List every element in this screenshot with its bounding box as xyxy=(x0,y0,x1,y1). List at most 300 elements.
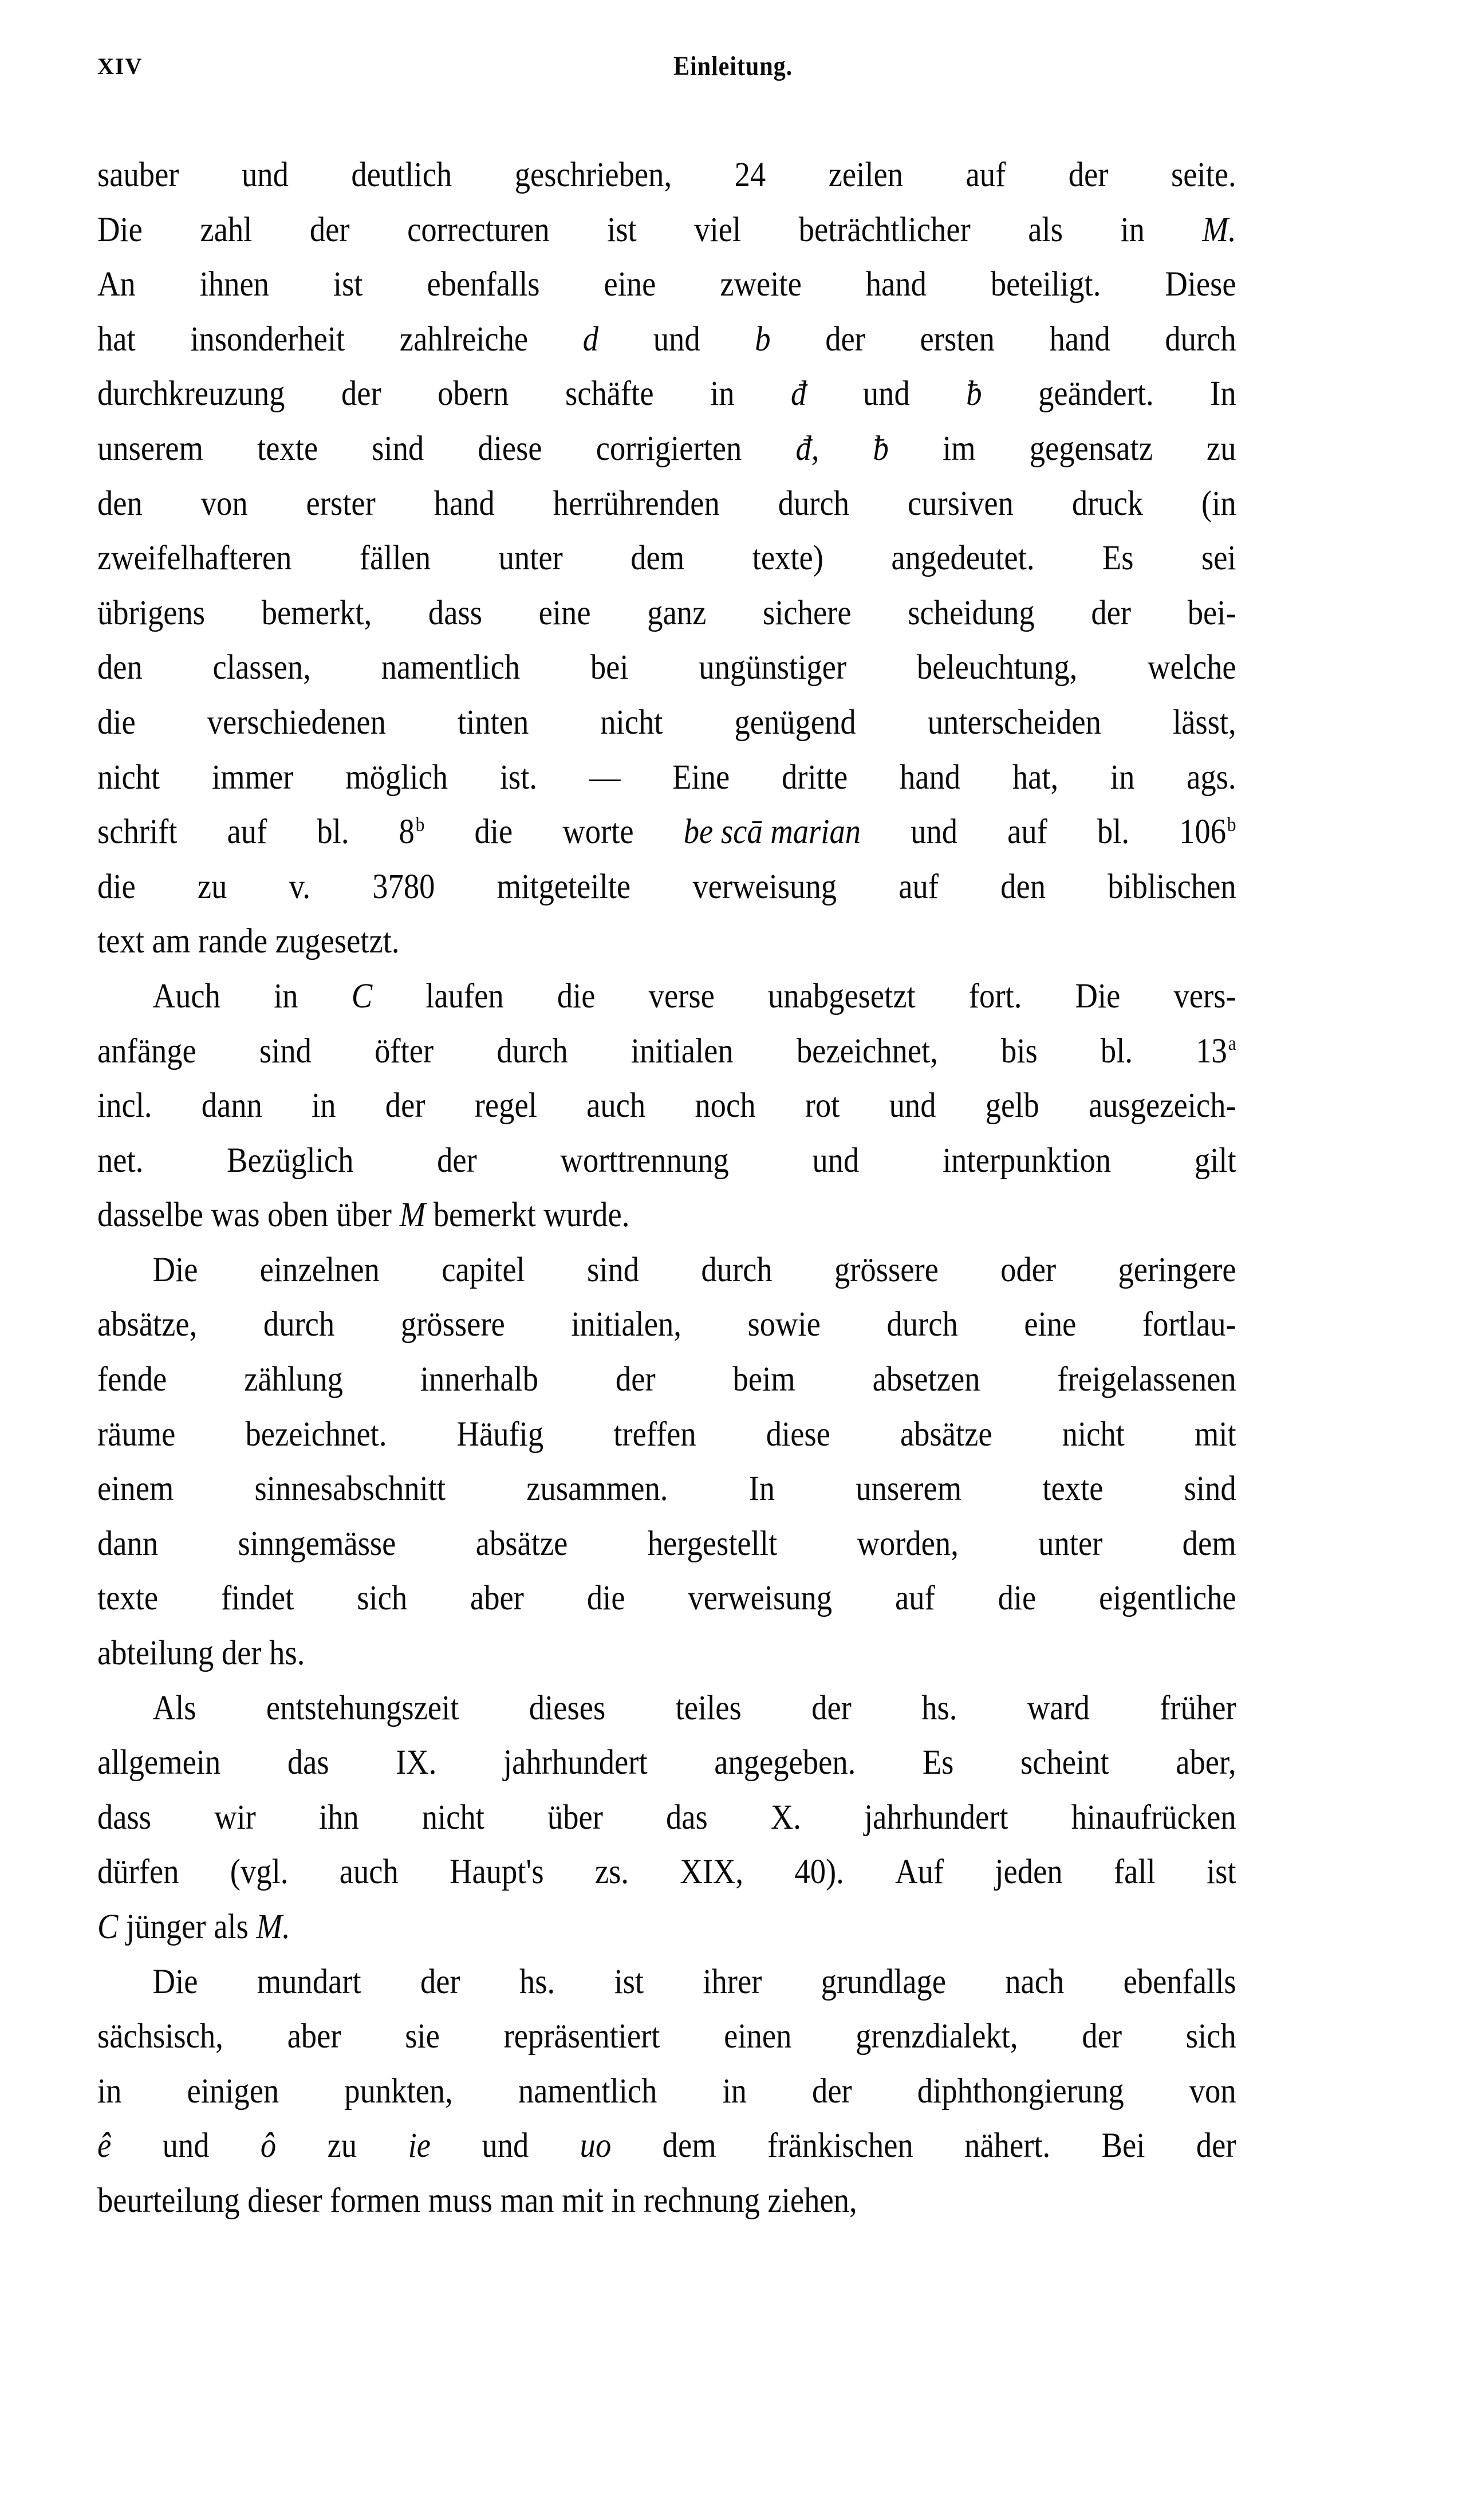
text-word: initialen xyxy=(630,1031,734,1070)
text-word: innerhalb xyxy=(420,1360,539,1399)
text-word: ward xyxy=(1027,1688,1090,1727)
text-word xyxy=(791,367,806,422)
text-word: hand xyxy=(899,758,961,797)
text-word: ist xyxy=(607,210,637,249)
text-word: die xyxy=(557,976,596,1015)
text-line xyxy=(97,969,1236,1024)
text-word: auf xyxy=(898,867,939,906)
text-word: dasselbe xyxy=(97,1196,203,1235)
text-line xyxy=(97,312,1236,367)
text-word: abteilung xyxy=(97,1634,214,1673)
text-word xyxy=(392,1196,425,1234)
text-word: der xyxy=(221,1634,262,1673)
text-word: hs. xyxy=(269,1634,305,1673)
text-line xyxy=(97,914,1236,969)
text-word: eigentliche xyxy=(1099,1579,1236,1618)
text-word: in xyxy=(274,976,298,1015)
text-line xyxy=(97,586,1236,641)
text-word: und xyxy=(911,813,958,852)
text-word: dann xyxy=(97,1524,159,1563)
text-word: den xyxy=(1000,867,1046,906)
text-word: immer xyxy=(211,758,294,797)
text-word: die xyxy=(97,703,136,742)
text-word: in xyxy=(710,375,735,414)
italic-siglum: đ xyxy=(791,375,807,414)
text-word: im xyxy=(942,429,976,468)
text-word: 8$^b$ xyxy=(399,812,425,852)
text-word: Eine xyxy=(672,758,730,797)
text-word: Auf xyxy=(895,1853,944,1892)
text-word: ungünstiger xyxy=(699,648,847,687)
text-word: sie xyxy=(405,2017,440,2056)
text-word: in xyxy=(722,2072,747,2110)
text-line xyxy=(97,1517,1236,1572)
text-word: treffen xyxy=(613,1415,696,1454)
text-word: nicht xyxy=(600,703,663,742)
text-word: in xyxy=(97,2072,122,2110)
text-word: zugesetzt. xyxy=(275,922,400,961)
text-line xyxy=(97,1407,1236,1462)
text-word: und xyxy=(241,156,289,194)
text-line xyxy=(97,2119,1236,2174)
text-line xyxy=(97,1681,1236,1736)
text-word: noch xyxy=(695,1086,756,1125)
text-word: bei xyxy=(590,648,629,687)
text-word: viel xyxy=(694,210,742,249)
text-word: interpunktion xyxy=(942,1141,1112,1180)
text-word: sich xyxy=(357,1579,408,1618)
text-word: die xyxy=(586,1579,625,1618)
text-word xyxy=(583,312,598,367)
text-word: rechnung xyxy=(643,2181,760,2220)
text-word: zahl xyxy=(200,210,253,249)
text-word: eine xyxy=(604,265,656,304)
text-word: sichere xyxy=(763,593,852,632)
text-line xyxy=(97,1735,1236,1790)
text-word: gelb xyxy=(985,1086,1039,1125)
text-word: nicht xyxy=(421,1798,484,1837)
text-word: gegensatz xyxy=(1029,429,1153,468)
text-word xyxy=(97,1243,198,1298)
text-word: die xyxy=(998,1579,1037,1618)
text-word: mit xyxy=(1194,1415,1236,1454)
text-word: einem xyxy=(97,1470,174,1509)
text-word: hs. xyxy=(921,1688,957,1727)
text-word: ist xyxy=(614,1962,644,2001)
text-word: jahrhundert xyxy=(864,1798,1008,1837)
text-word: mitgeteilte xyxy=(496,867,631,906)
text-word: die xyxy=(97,867,136,906)
italic-siglum: ê xyxy=(97,2127,112,2165)
text-word: sich xyxy=(1185,2017,1236,2056)
running-head xyxy=(97,51,1369,95)
running-title: Einleitung. xyxy=(673,51,793,81)
text-word: freigelassenen xyxy=(1057,1360,1236,1399)
text-word xyxy=(580,2119,612,2174)
text-word: verschiedenen xyxy=(207,703,386,742)
text-line xyxy=(97,1955,1236,2010)
italic-siglum: ƀ xyxy=(873,429,889,468)
text-line xyxy=(97,1462,1236,1517)
text-word: möglich xyxy=(345,758,448,797)
text-word: erster xyxy=(306,484,376,523)
text-word: zusammen. xyxy=(526,1470,668,1509)
text-word xyxy=(249,1908,290,1946)
text-word: ags. xyxy=(1187,758,1236,797)
text-word xyxy=(408,2119,431,2174)
text-word: in xyxy=(1110,758,1135,797)
text-word: der xyxy=(811,1688,852,1727)
text-word: zu xyxy=(327,2127,357,2165)
text-word: beträchtlicher xyxy=(798,210,971,249)
text-line xyxy=(97,860,1236,915)
text-word: einen xyxy=(724,2017,792,2056)
text-word: grundlage xyxy=(821,1962,946,2001)
text-word: bl. xyxy=(1097,813,1130,852)
text-word xyxy=(97,1908,118,1946)
text-word: ersten xyxy=(920,320,995,359)
text-word: zs. xyxy=(594,1853,629,1892)
text-word xyxy=(97,2119,111,2174)
text-word: auf xyxy=(894,1579,935,1618)
text-word: aber xyxy=(287,2017,341,2056)
text-word: bl. xyxy=(1100,1031,1133,1070)
text-word: schäfte xyxy=(565,375,654,414)
text-word: auch xyxy=(339,1853,399,1892)
text-word: in xyxy=(312,1086,336,1125)
text-word: incl. xyxy=(97,1086,152,1125)
text-word: absätze xyxy=(900,1415,992,1454)
text-word: der xyxy=(615,1360,656,1399)
text-word xyxy=(97,969,220,1024)
text-word: und xyxy=(889,1086,936,1125)
text-word: in xyxy=(1120,210,1145,249)
text-word: regel xyxy=(474,1086,537,1125)
text-word: die xyxy=(474,813,513,852)
text-line xyxy=(97,1571,1236,1626)
text-word: verse xyxy=(648,976,715,1015)
text-line xyxy=(97,531,1236,586)
text-line xyxy=(97,203,1236,258)
text-word: Die xyxy=(97,210,143,249)
text-word: räume xyxy=(97,1415,176,1454)
text-word: auf xyxy=(965,156,1006,194)
text-word: dem xyxy=(1182,1524,1236,1563)
text-word: das xyxy=(287,1743,329,1782)
text-word: diese xyxy=(766,1415,830,1454)
folio-superscript: a xyxy=(1228,1031,1236,1055)
text-word: 40). xyxy=(794,1853,844,1892)
text-word: auch xyxy=(586,1086,646,1125)
text-word: 106$^b$ xyxy=(1179,812,1236,852)
text-word: Die xyxy=(152,1962,198,2001)
text-word: An xyxy=(97,265,136,304)
text-word: 24 xyxy=(734,156,766,194)
text-word xyxy=(795,422,819,477)
text-word: angedeutet. xyxy=(891,539,1035,578)
text-line xyxy=(97,2174,1236,2228)
text-word: der xyxy=(1091,593,1132,632)
text-word: der xyxy=(341,375,381,414)
text-word: oder xyxy=(1000,1250,1057,1289)
italic-siglum: C xyxy=(351,976,373,1015)
text-word: einigen xyxy=(187,2072,279,2110)
text-word: sinngemässe xyxy=(238,1524,396,1563)
text-word: findet xyxy=(220,1579,294,1618)
body-text-block xyxy=(97,148,1370,2228)
text-word: angegeben. xyxy=(714,1743,856,1782)
text-word: Es xyxy=(922,1743,954,1782)
text-word: dem xyxy=(630,539,685,578)
text-word: der xyxy=(385,1086,425,1125)
text-word: ebenfalls xyxy=(1123,1962,1236,2001)
text-word: Bezüglich xyxy=(227,1141,354,1180)
text-word: in xyxy=(611,2181,636,2220)
text-word: texte xyxy=(97,1579,159,1618)
text-word: sächsisch, xyxy=(97,2017,223,2056)
text-word: der xyxy=(1082,2017,1122,2056)
text-word: punkten, xyxy=(344,2072,453,2110)
text-word: fort. xyxy=(968,976,1022,1015)
text-line xyxy=(97,1297,1236,1352)
text-word: einzelnen xyxy=(259,1250,380,1289)
text-word: welche xyxy=(1148,648,1236,687)
text-word: das xyxy=(665,1798,708,1837)
text-word: aber xyxy=(470,1579,524,1618)
text-word: auf xyxy=(1007,813,1047,852)
italic-siglum: uo xyxy=(580,2127,612,2165)
text-line xyxy=(97,695,1236,750)
text-word: X. xyxy=(770,1798,801,1837)
text-word: allgemein xyxy=(97,1743,221,1782)
text-word: herrührenden xyxy=(553,484,720,523)
text-word: scheidung xyxy=(908,593,1035,632)
text-word: der xyxy=(437,1141,477,1180)
text-word: der xyxy=(812,2072,852,2110)
text-word: über xyxy=(336,1196,392,1235)
text-word: hat xyxy=(97,320,136,359)
text-word: worden, xyxy=(857,1524,959,1563)
text-word: zu xyxy=(197,867,227,906)
text-word: absätze xyxy=(475,1524,568,1563)
text-word: Als xyxy=(152,1688,196,1727)
text-word: am xyxy=(152,922,191,961)
text-word: verweisung xyxy=(688,1579,833,1618)
text-word: zahlreiche xyxy=(399,320,529,359)
text-word: 3780 xyxy=(372,867,435,906)
text-word: ausgezeich- xyxy=(1088,1086,1236,1125)
text-word: unserem xyxy=(97,429,203,468)
text-word: hand xyxy=(865,265,927,304)
text-line xyxy=(97,750,1236,805)
text-word: hand xyxy=(1049,320,1110,359)
text-word: Auch xyxy=(152,976,220,1015)
text-line xyxy=(97,1626,1236,1681)
text-word: (vgl. xyxy=(230,1853,289,1892)
text-word: bei- xyxy=(1187,593,1236,632)
text-word xyxy=(1202,203,1236,258)
text-word: jahrhundert xyxy=(503,1743,648,1782)
text-word: text xyxy=(97,922,144,961)
text-word: cursiven xyxy=(907,484,1014,523)
text-word: v. xyxy=(289,867,311,906)
page-number: XIV xyxy=(97,53,143,79)
text-word: nicht xyxy=(97,758,160,797)
text-word: beteiligt. xyxy=(990,265,1101,304)
text-word: sauber xyxy=(97,156,179,194)
text-word: ihn xyxy=(318,1798,359,1837)
text-word: corrigierten xyxy=(596,429,742,468)
text-word: (in xyxy=(1201,484,1236,523)
text-line xyxy=(97,1243,1236,1298)
text-word: dieses xyxy=(529,1688,606,1727)
italic-siglum: d xyxy=(582,320,599,359)
text-word: In xyxy=(1210,375,1236,414)
text-word: und xyxy=(862,375,910,414)
italic-siglum: be scā marian xyxy=(683,813,861,852)
text-word: bemerkt, xyxy=(261,593,372,632)
text-word: mundart xyxy=(257,1962,361,2001)
text-word: von xyxy=(200,484,248,523)
text-line xyxy=(97,2009,1236,2064)
text-line xyxy=(97,1188,1236,1243)
italic-siglum: M. xyxy=(1202,210,1236,249)
text-word: hat, xyxy=(1012,758,1059,797)
text-word: biblischen xyxy=(1108,867,1236,906)
text-word: auf xyxy=(227,813,267,852)
text-word: durch xyxy=(886,1305,958,1344)
folio-superscript: b xyxy=(415,812,425,836)
text-word: hand xyxy=(434,484,495,523)
text-word: hs. xyxy=(519,1962,555,2001)
text-word: lässt, xyxy=(1172,703,1236,742)
italic-siglum: C xyxy=(97,1908,119,1946)
text-word: unter xyxy=(1038,1524,1103,1563)
text-word: oben xyxy=(267,1196,329,1235)
text-word: nicht xyxy=(1062,1415,1125,1454)
text-word: Haupt's xyxy=(450,1853,544,1892)
text-word: absätze, xyxy=(97,1305,198,1344)
text-word: fende xyxy=(97,1360,167,1399)
text-word xyxy=(966,367,982,422)
italic-siglum: ƀ xyxy=(966,375,982,414)
text-word: beurteilung xyxy=(97,2181,240,2220)
text-word xyxy=(97,1681,196,1736)
text-word: IX. xyxy=(396,1743,437,1782)
text-word: sind xyxy=(372,429,424,468)
text-word: eine xyxy=(1024,1305,1077,1344)
text-word: diese xyxy=(478,429,542,468)
text-word: net. xyxy=(97,1141,144,1180)
text-word: fortlau- xyxy=(1142,1305,1236,1344)
text-word: durch xyxy=(496,1031,568,1070)
folio-superscript: b xyxy=(1227,812,1236,836)
text-word: jeden xyxy=(995,1853,1063,1892)
text-word: über xyxy=(547,1798,603,1837)
italic-siglum: đ, xyxy=(795,429,819,468)
text-word: und xyxy=(482,2127,529,2165)
text-word: wir xyxy=(214,1798,256,1837)
text-word: sowie xyxy=(747,1305,821,1344)
text-word: teiles xyxy=(675,1688,742,1727)
text-word xyxy=(873,422,889,477)
text-word: unabgesetzt xyxy=(768,976,916,1015)
text-word: diphthongierung xyxy=(917,2072,1124,2110)
text-word: ziehen, xyxy=(767,2181,857,2220)
text-word: druck xyxy=(1071,484,1144,523)
text-word: dass xyxy=(428,593,482,632)
text-word: grössere xyxy=(834,1250,939,1289)
text-word: schrift xyxy=(97,813,178,852)
text-word: bis xyxy=(1001,1031,1038,1070)
italic-siglum: ie xyxy=(408,2127,431,2165)
text-word: hinaufrücken xyxy=(1071,1798,1236,1837)
text-word: anfänge xyxy=(97,1031,196,1070)
text-word: zweifelhafteren xyxy=(97,539,292,578)
text-word: ihrer xyxy=(703,1962,762,2001)
text-word: fällen xyxy=(359,539,431,578)
text-word: formen xyxy=(330,2181,420,2220)
text-line xyxy=(97,477,1236,531)
text-word: mit xyxy=(562,2181,604,2220)
text-word: insonderheit xyxy=(190,320,345,359)
text-word: tinten xyxy=(457,703,529,742)
text-word: zu xyxy=(1207,429,1236,468)
text-word: und xyxy=(653,320,700,359)
text-word: der xyxy=(1068,156,1109,194)
text-word: sind xyxy=(259,1031,312,1070)
italic-siglum: M xyxy=(399,1196,426,1235)
text-word: unter xyxy=(498,539,563,578)
text-word: Es xyxy=(1102,539,1134,578)
text-word: bezeichnet. xyxy=(245,1415,387,1454)
text-word: den xyxy=(97,484,143,523)
text-word: was xyxy=(211,1196,260,1235)
text-word: — xyxy=(589,758,621,797)
text-word: worte xyxy=(562,813,634,852)
text-word: rot xyxy=(805,1086,840,1125)
text-word: dass xyxy=(97,1798,152,1837)
text-word xyxy=(261,2119,276,2174)
text-word: als xyxy=(1028,210,1063,249)
text-word: XIX, xyxy=(680,1853,744,1892)
text-word: früher xyxy=(1160,1688,1236,1727)
text-word: initialen, xyxy=(571,1305,681,1344)
text-word: absetzen xyxy=(872,1360,980,1399)
text-word: der xyxy=(309,210,350,249)
text-word: fränkischen xyxy=(767,2127,913,2165)
text-word: ist xyxy=(333,265,363,304)
italic-siglum: M. xyxy=(256,1908,290,1946)
text-word: 13$^a$ xyxy=(1196,1031,1236,1070)
text-word: nach xyxy=(1005,1962,1065,2001)
text-word: entstehungszeit xyxy=(266,1688,459,1727)
text-word: geschrieben, xyxy=(514,156,672,194)
text-line xyxy=(97,1352,1236,1407)
text-word xyxy=(352,969,372,1024)
text-word: rande xyxy=(198,922,268,961)
text-line xyxy=(97,367,1236,422)
text-line xyxy=(97,1078,1236,1133)
text-word: namentlich xyxy=(381,648,521,687)
text-word: classen, xyxy=(212,648,311,687)
text-word: der xyxy=(825,320,865,359)
text-word: texte xyxy=(257,429,318,468)
text-word: In xyxy=(748,1470,775,1509)
text-word: namentlich xyxy=(518,2072,657,2110)
text-word: als xyxy=(214,1908,249,1946)
text-word: correcturen xyxy=(407,210,550,249)
